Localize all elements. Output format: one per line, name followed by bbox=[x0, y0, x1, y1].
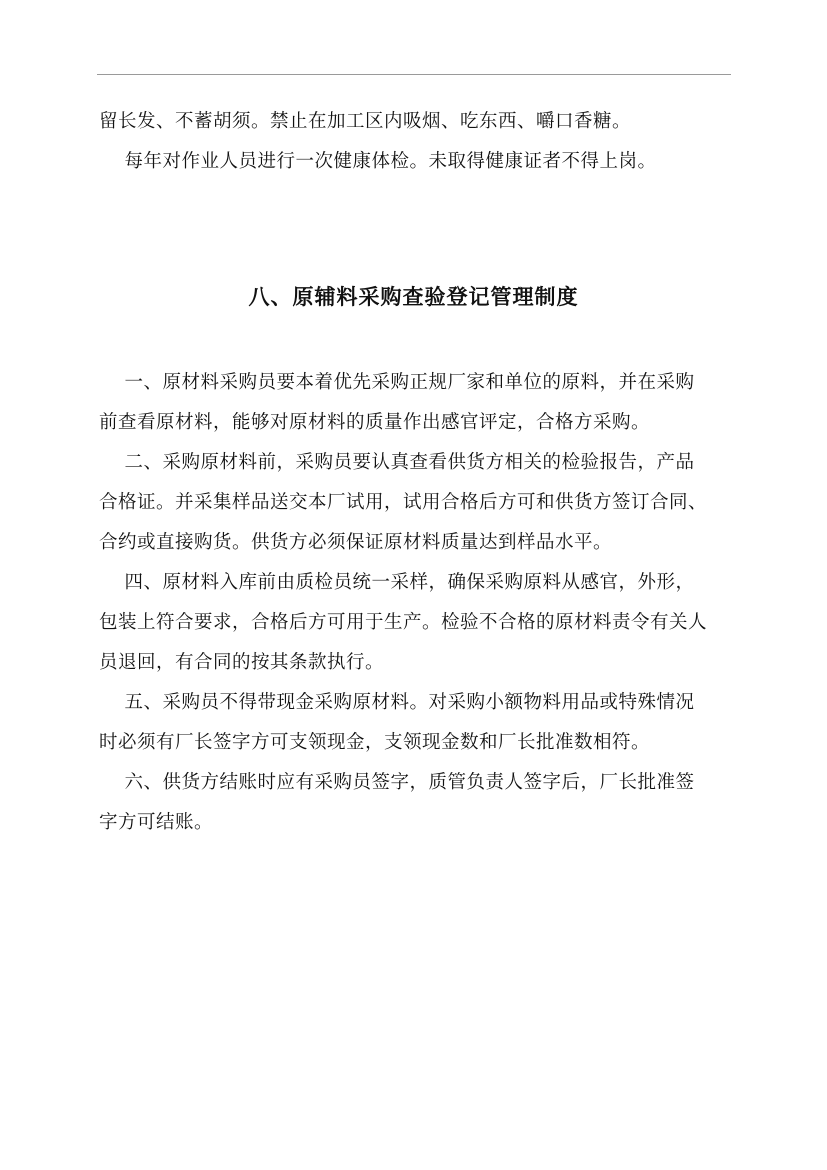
text-line: 前查看原材料，能够对原材料的质量作出感官评定，合格方采购。 bbox=[99, 412, 651, 433]
text-line: 六、供货方结账时应有采购员签字，质管负责人签字后，厂长批准签 bbox=[99, 772, 695, 793]
text-line: 一、原材料采购员要本着优先采购正规厂家和单位的原料，并在采购 bbox=[99, 372, 695, 393]
text-line: 包装上符合要求，合格后方可用于生产。检验不合格的原材料责令有关人 bbox=[99, 612, 708, 633]
text-line: 字方可结账。 bbox=[99, 812, 214, 833]
header-rule bbox=[97, 74, 731, 75]
section-body bbox=[99, 363, 715, 843]
text-line: 合约或直接购货。供货方必须保证原材料质量达到样品水平。 bbox=[99, 532, 613, 553]
text-line: 二、采购原材料前，采购员要认真查看供货方相关的检验报告，产品 bbox=[99, 452, 695, 473]
text-line: 四、原材料入库前由质检员统一采样，确保采购原料从感官，外形， bbox=[99, 572, 695, 593]
text-line: 留长发、不蓄胡须。禁止在加工区内吸烟、吃东西、嚼口香糖。 bbox=[99, 111, 632, 132]
text-line: 每年对作业人员进行一次健康体检。未取得健康证者不得上岗。 bbox=[99, 151, 657, 172]
text-line: 时必须有厂长签字方可支领现金，支领现金数和厂长批准数相符。 bbox=[99, 732, 651, 753]
text-line: 合格证。并采集样品送交本厂试用，试用合格后方可和供货方签订合同、 bbox=[99, 492, 708, 513]
section-title: 八、原辅料采购查验登记管理制度 bbox=[248, 284, 579, 309]
previous-section-text bbox=[99, 102, 715, 182]
text-line: 五、采购员不得带现金采购原材料。对采购小额物料用品或特殊情况 bbox=[99, 692, 695, 713]
text-line: 员退回，有合同的按其条款执行。 bbox=[99, 652, 385, 673]
